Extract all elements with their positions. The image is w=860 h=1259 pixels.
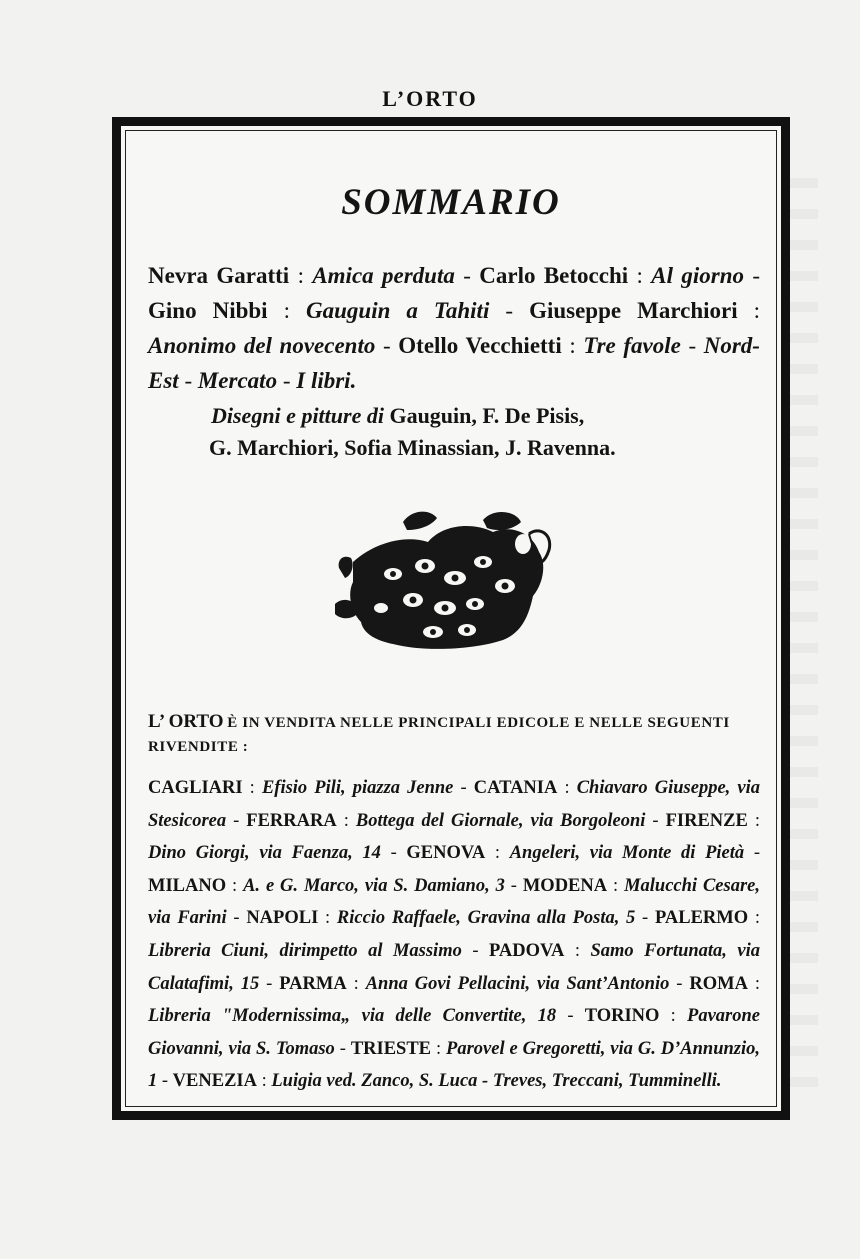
running-header: L’ORTO <box>382 86 478 111</box>
retailer-city: MODENA <box>522 875 608 896</box>
retailer-city: ROMA <box>689 973 748 994</box>
contents-author: Carlo Betocchi <box>479 263 629 288</box>
retailer-address: Luigia ved. Zanco, S. Luca - Treves, Treccani, Tumminelli. <box>271 1071 722 1092</box>
retailer-city: CAGLIARI <box>148 778 243 798</box>
sales-notice-lead: L’ ORTO <box>148 711 224 732</box>
retailer-address: Angeleri, via Monte di Pietà <box>509 843 745 864</box>
retailer-address: Chiavaro Giuseppe, via Stesicorea <box>148 778 760 831</box>
contents-section: Nord-Est <box>148 333 760 393</box>
contents-author: Nevra Garatti <box>148 263 290 288</box>
contents-work: Al giorno <box>651 263 744 288</box>
contents-author: Otello Vecchietti <box>398 333 562 358</box>
summary-frame <box>112 117 790 1120</box>
drawings-prefix: Disegni e pitture di <box>211 403 384 428</box>
retailer-city: VENEZIA <box>172 1071 257 1092</box>
retailer-city: TRIESTE <box>350 1038 432 1059</box>
retailer-city: FIRENZE <box>665 810 748 831</box>
retailer-city: GENOVA <box>406 843 486 864</box>
retailer-city: FERRARA <box>246 810 337 831</box>
retailer-address: Libreria "Modernissima„ via delle Convertite, 18 <box>148 1006 557 1027</box>
still-life-vignette-icon <box>333 504 557 654</box>
retailer-address: Dino Giorgi, via Faenza, 14 <box>148 843 381 864</box>
contents-section: Mercato <box>197 368 278 393</box>
retailer-city: PALERMO <box>654 908 749 929</box>
retailer-address: Efisio Pili, piazza Jenne <box>261 778 454 798</box>
retailer-city: NAPOLI <box>246 908 319 929</box>
contents-work: Tre favole <box>583 333 681 358</box>
retailer-address: Pavarone Giovanni, via S. Tomaso <box>148 1006 760 1059</box>
sales-notice-text: È IN VENDITA NELLE PRINCIPALI EDICOLE E NELLE SEGUENTI RIVENDITE : <box>148 715 730 755</box>
sales-notice <box>148 710 760 759</box>
retailers-list: CAGLIARI : Efisio Pili, piazza Jenne - CATANIA : Chiavaro Giuseppe, via Stesicorea - FERRARA : Bottega del Giornale, via Borgoleoni - FIRENZE : Dino Giorgi, via Faenza, 14 - GENOVA : Angeleri, via Monte di Pietà - MILANO : A. e G. Marco, via S. Damiano, 3 - MODENA : Malucchi Cesare, via Farini - NAPOLI : Riccio Raffaele, Gravina alla Posta, 5 - PALERMO : Libreria Ciuni, dirimpetto al Massimo - PADOVA : Samo Fortunata, via Calatafimi, 15 - PARMA : Anna Govi Pellacini, via Sant’Antonio - ROMA : Libreria "Modernissima„ via delle Convertite, 18 - TORINO : Pavarone Giovanni, via S. Tomaso - TRIESTE : Parovel e Gregoretti, via G. D’Annunzio, 1 - VENEZIA : Luigia ved. Zanco, S. Luca - Treves, Treccani, Tumminelli. <box>148 778 761 1092</box>
contents-author: Giuseppe Marchiori <box>529 298 738 323</box>
retailer-city: PARMA <box>279 973 347 994</box>
drawings-credit <box>211 400 731 464</box>
retailer-city: PADOVA <box>488 940 565 961</box>
retailer-address: A. e G. Marco, via S. Damiano, 3 <box>243 875 505 896</box>
contents-list: Nevra Garatti : Amica perduta - Carlo Betocchi : Al giorno - Gino Nibbi : Gauguin a Tahiti - Giuseppe Marchiori : Anonimo del novecento - Otello Vecchietti : Tre favole - Nord-Est - Mercato - I libri. <box>148 263 761 393</box>
retailer-address: Bottega del Giornale, via Borgoleoni <box>355 810 646 831</box>
retailer-address: Parovel e Gregoretti, via G. D’Annunzio, 1 <box>148 1038 760 1092</box>
retailer-address: Samo Fortunata, via Calatafimi, 15 <box>148 940 761 994</box>
contents-work: Amica perduta <box>312 263 455 288</box>
contents-work: Gauguin a Tahiti <box>306 298 490 323</box>
contents-work: Anonimo del novecento <box>148 333 376 358</box>
retailer-city: CATANIA <box>473 778 558 798</box>
retailer-address: Anna Govi Pellacini, via Sant’Antonio <box>365 973 670 994</box>
page-title: SOMMARIO <box>341 182 561 223</box>
retailer-address: Riccio Raffaele, Gravina alla Posta, 5 <box>336 908 636 929</box>
retailer-address: Libreria Ciuni, dirimpetto al Massimo <box>148 940 462 961</box>
retailer-city: MILANO <box>148 875 227 896</box>
drawings-artists-line1: Gauguin, F. De Pisis, <box>389 403 585 428</box>
contents-author: Gino Nibbi <box>148 298 268 323</box>
retailer-city: TORINO <box>584 1006 660 1027</box>
contents-section: I libri. <box>296 368 357 393</box>
retailer-address: Malucchi Cesare, via Farini <box>148 875 760 929</box>
drawings-artists-line2: G. Marchiori, Sofia Minassian, J. Ravenna. <box>209 435 616 460</box>
